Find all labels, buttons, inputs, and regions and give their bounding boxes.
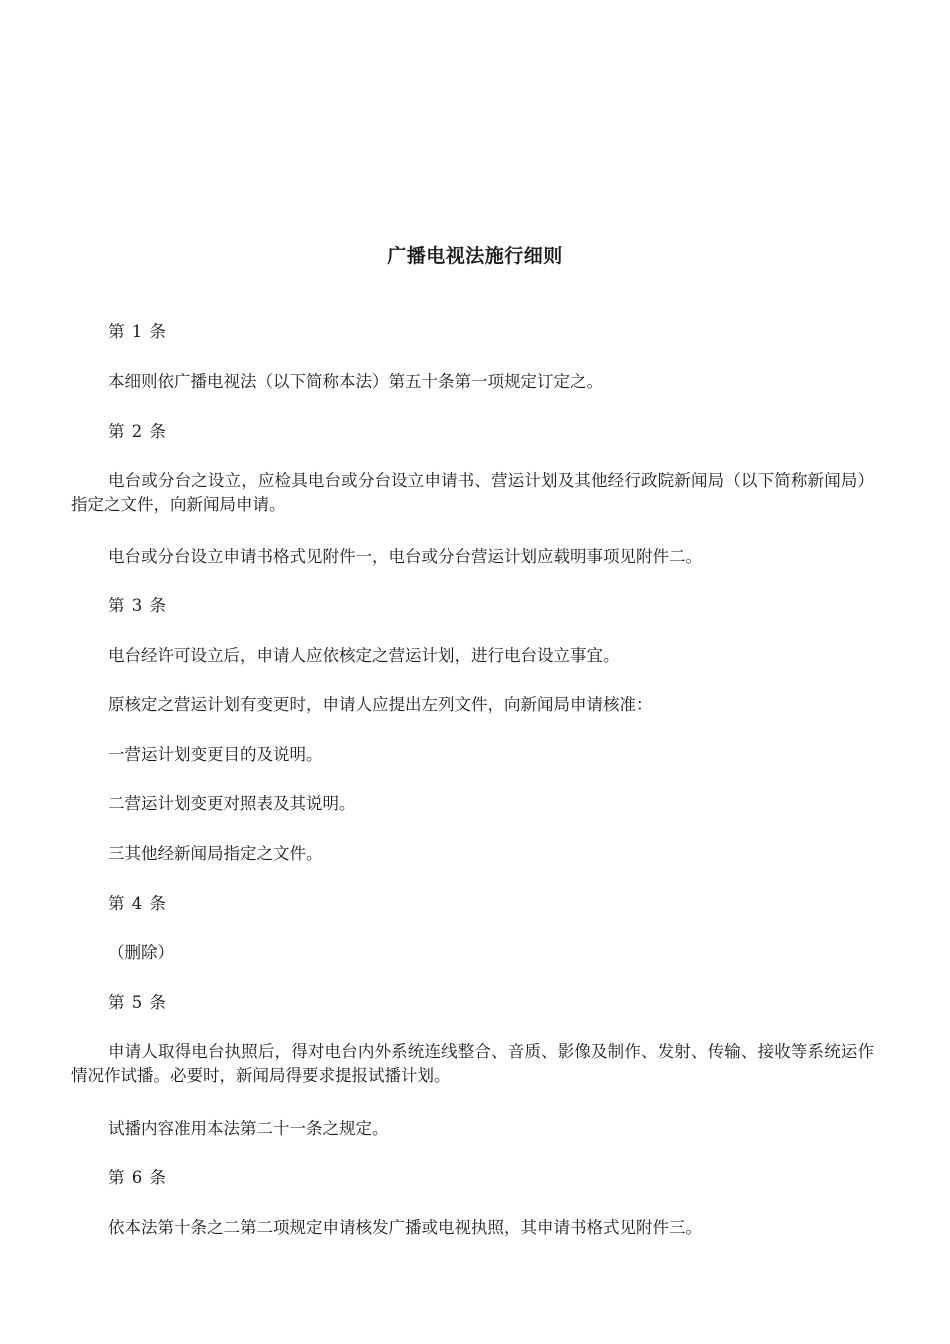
article-3-item-3: 三其他经新闻局指定之文件。 [108,844,323,863]
article-3-paragraph-2: 原核定之营运计划有变更时，申请人应提出左列文件，向新闻局申请核准： [108,695,653,714]
article-2-paragraph-2: 电台或分台设立申请书格式见附件一，电台或分台营运计划应载明事项见附件二。 [108,547,702,566]
article-4-paragraph-1: （删除） [108,943,174,962]
article-6-paragraph-1: 依本法第十条之二第二项规定申请核发广播或电视执照，其申请书格式见附件三。 [108,1218,702,1237]
document-title: 广播电视法施行细则 [387,245,563,267]
article-1-paragraph-1: 本细则依广播电视法（以下简称本法）第五十条第一项规定订定之。 [108,372,603,391]
article-heading-5: 第 5 条 [108,993,167,1012]
article-2-paragraph-1: 电台或分台之设立，应检具电台或分台设立申请书、营运计划及其他经行政院新闻局（以下简称新闻局）指定之文件，向新闻局申请。 [71,471,874,514]
article-3-item-1: 一营运计划变更目的及说明。 [108,745,323,764]
article-3-paragraph-1: 电台经许可设立后，申请人应依核定之营运计划，进行电台设立事宜。 [108,646,620,665]
article-5-paragraph-1: 申请人取得电台执照后，得对电台内外系统连线整合、音质、影像及制作、发射、传输、接收等系统运作情况作试播。必要时，新闻局得要求提报试播计划。 [71,1042,874,1085]
article-heading-4: 第 4 条 [108,894,167,913]
article-heading-6: 第 6 条 [108,1168,167,1187]
article-3-item-2: 二营运计划变更对照表及其说明。 [108,794,356,813]
article-heading-1: 第 1 条 [108,322,167,341]
article-heading-2: 第 2 条 [108,422,167,441]
article-5-paragraph-2: 试播内容准用本法第二十一条之规定。 [108,1119,389,1138]
article-heading-3: 第 3 条 [108,596,167,615]
